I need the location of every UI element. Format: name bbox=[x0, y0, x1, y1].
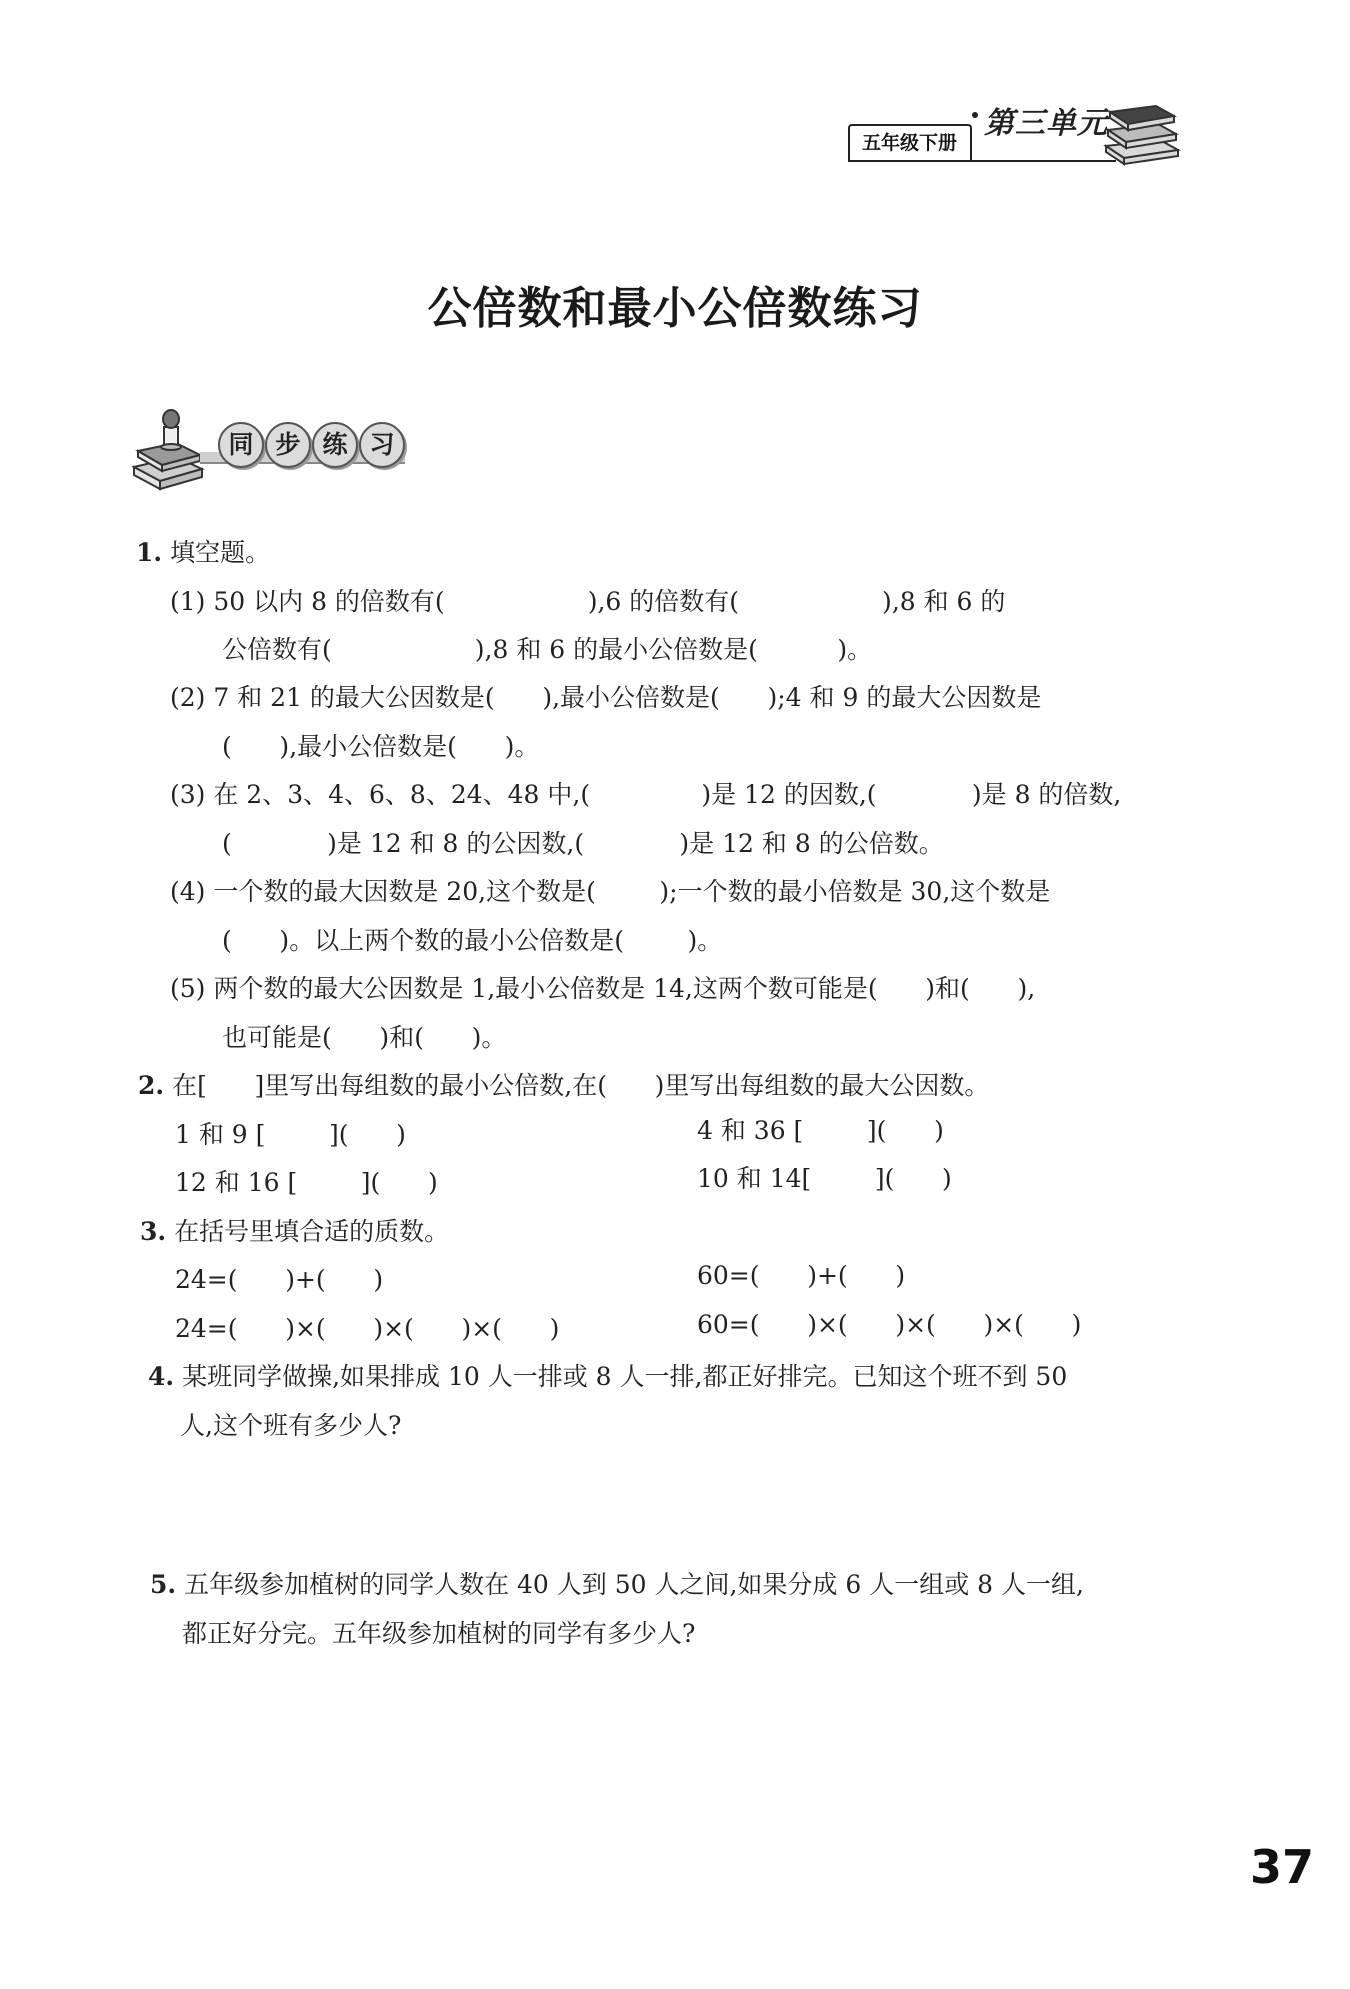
header-unit: 第三单元 bbox=[984, 106, 1108, 141]
q2-item: 10 和 14[ ]( ) bbox=[697, 1164, 952, 1193]
q3-item: 60=( )+( ) bbox=[697, 1261, 906, 1290]
q1-line-6: ( )是 12 和 8 的公因数,( )是 12 和 8 的公倍数。 bbox=[222, 829, 944, 858]
question-1 bbox=[136, 536, 270, 570]
q1-line-10: 也可能是( )和( )。 bbox=[222, 1023, 507, 1052]
book-lamp-icon bbox=[130, 405, 210, 493]
page-number: 37 bbox=[1250, 1840, 1315, 1894]
q1-line-9: (5) 两个数的最大公因数是 1,最小公倍数是 14,这两个数可能是( )和( ), bbox=[170, 974, 1036, 1003]
header-grade: 五年级下册 bbox=[862, 132, 958, 154]
question-text: 某班同学做操,如果排成 10 人一排或 8 人一排,都正好排完。已知这个班不到 50 bbox=[182, 1362, 1068, 1391]
question-text: 在[ ]里写出每组数的最小公倍数,在( )里写出每组数的最大公因数。 bbox=[172, 1071, 990, 1100]
header-dot bbox=[972, 112, 978, 118]
q1-line-2: 公倍数有( ),8 和 6 的最小公倍数是( )。 bbox=[222, 635, 873, 664]
q1-line-1: (1) 50 以内 8 的倍数有( ),6 的倍数有( ),8 和 6 的 bbox=[170, 587, 1006, 616]
section-badge-char: 同 bbox=[218, 422, 264, 468]
question-2 bbox=[138, 1069, 989, 1103]
q1-line-5: (3) 在 2、3、4、6、8、24、48 中,( )是 12 的因数,( )是 8 的倍数, bbox=[170, 780, 1122, 809]
question-5 bbox=[150, 1568, 1084, 1602]
q1-line-3: (2) 7 和 21 的最大公因数是( ),最小公倍数是( );4 和 9 的最大公因数是 bbox=[170, 683, 1042, 712]
question-text: 填空题。 bbox=[170, 538, 271, 567]
question-number: 3. bbox=[140, 1217, 167, 1246]
question-4 bbox=[148, 1360, 1067, 1394]
q4-line-2: 人,这个班有多少人? bbox=[180, 1411, 402, 1440]
q3-item: 24=( )+( ) bbox=[175, 1265, 384, 1294]
question-number: 5. bbox=[150, 1570, 177, 1599]
q2-item: 12 和 16 [ ]( ) bbox=[175, 1168, 438, 1197]
q1-line-8: ( )。以上两个数的最小公倍数是( )。 bbox=[222, 926, 723, 955]
q2-item: 1 和 9 [ ]( ) bbox=[175, 1120, 406, 1149]
q1-line-4: ( ),最小公倍数是( )。 bbox=[222, 732, 540, 761]
q3-item: 24=( )×( )×( )×( ) bbox=[175, 1314, 560, 1343]
q2-item: 4 和 36 [ ]( ) bbox=[697, 1116, 944, 1145]
books-stack-icon bbox=[1100, 96, 1182, 166]
q5-line-2: 都正好分完。五年级参加植树的同学有多少人? bbox=[182, 1619, 696, 1648]
page-title: 公倍数和最小公倍数练习 bbox=[427, 283, 923, 334]
q3-item: 60=( )×( )×( )×( ) bbox=[697, 1310, 1082, 1339]
section-badge-char: 练 bbox=[312, 422, 358, 468]
header-rule bbox=[848, 160, 1116, 162]
question-text: 五年级参加植树的同学人数在 40 人到 50 人之间,如果分成 6 人一组或 8 人一组, bbox=[184, 1570, 1084, 1599]
q1-line-7: (4) 一个数的最大因数是 20,这个数是( );一个数的最小倍数是 30,这个数是 bbox=[170, 877, 1051, 906]
section-badge-char: 习 bbox=[359, 422, 405, 468]
section-badge-char: 步 bbox=[265, 422, 311, 468]
question-text: 在括号里填合适的质数。 bbox=[174, 1217, 450, 1246]
question-number: 4. bbox=[148, 1362, 175, 1391]
question-3 bbox=[140, 1215, 449, 1249]
question-number: 1. bbox=[136, 538, 163, 567]
question-number: 2. bbox=[138, 1071, 165, 1100]
